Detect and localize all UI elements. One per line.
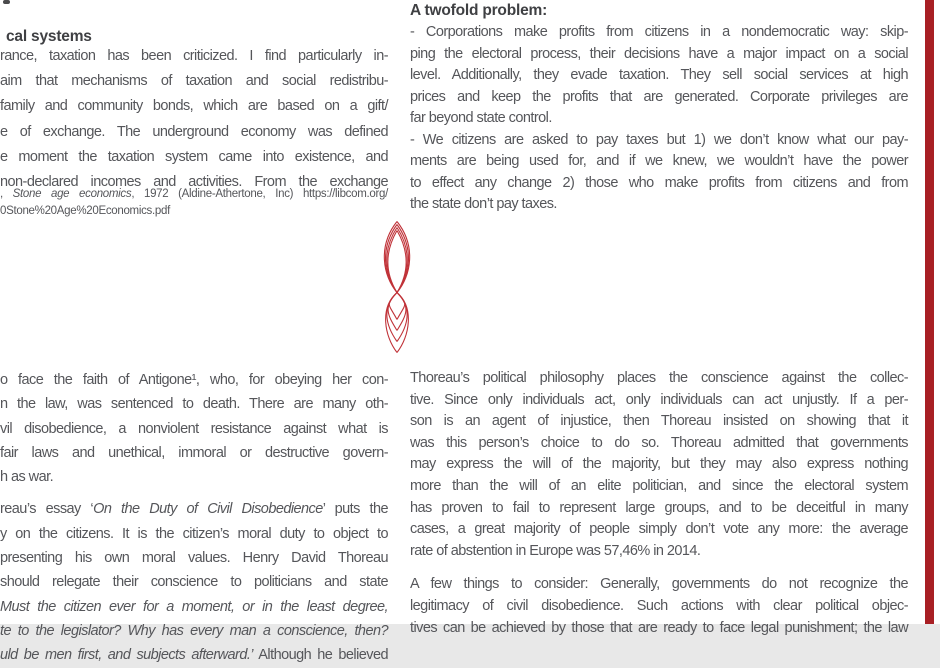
text-segment: , 1972 (Aldine-Athertone, Inc) https://libcom.org/ (131, 188, 388, 200)
text-segment: tives can be achieved by those that are ready to face legal punishment; the law (410, 619, 908, 636)
text-line (410, 173, 908, 195)
text-segment: level. Additionally, they evade taxation. They sell social services at high (410, 67, 908, 83)
text-segment: presenting his own moral values. Henry David Thoreau (0, 550, 388, 567)
text-line (410, 476, 908, 498)
text-line (410, 22, 908, 44)
italic-text-segment: uld be men first, and subjects afterward.’ (0, 647, 259, 664)
text-segment: e of exchange. The underground economy was defined (0, 123, 388, 140)
leftbottom-paragraph-2 (0, 497, 388, 667)
text-segment: son is an agent of injustice, then Thoreau insisted on showing that it (410, 413, 908, 430)
text-line (410, 87, 908, 109)
text-segment: 0Stone%20Age%20Economics.pdf (0, 205, 170, 217)
text-segment: prices and keep the profits that are generated. Corporate privileges are (410, 88, 908, 105)
text-line (410, 65, 908, 87)
clipped-text-fragment (3, 0, 10, 4)
text-segment: ’ puts the (322, 501, 388, 518)
text-line (410, 519, 908, 541)
text-line (0, 392, 388, 416)
text-line (410, 151, 908, 173)
righttop-section-heading: A twofold problem: (410, 2, 548, 19)
leftbottom-paragraph-1 (0, 368, 388, 489)
lefttop-section-heading: cal systems (6, 28, 92, 45)
text-line (0, 417, 388, 441)
text-line (410, 596, 908, 618)
text-line (0, 465, 388, 489)
text-segment: Thoreau’s political philosophy places the conscience against the collec- (410, 370, 908, 386)
text-line (0, 497, 388, 521)
text-line (0, 120, 388, 145)
text-segment: rate of abstention in Europe was 57,46% in 2014. (410, 542, 701, 559)
text-line (0, 643, 388, 667)
text-line (410, 618, 908, 640)
text-line (0, 94, 388, 119)
text-segment: cases, a great majority of people simply don’t vote any more: the average (410, 521, 908, 538)
text-line (410, 411, 908, 433)
text-segment: h as war. (0, 469, 54, 486)
rightbottom-paragraph-1 (410, 368, 908, 562)
text-line (410, 368, 908, 390)
text-line (410, 541, 908, 563)
text-line (410, 390, 908, 412)
text-line (410, 498, 908, 520)
text-segment: non-declared incomes and activities. From the exchange (0, 173, 388, 190)
text-segment: , (0, 188, 13, 200)
lefttop-paragraph (0, 44, 388, 195)
righttop-paragraph (410, 22, 908, 216)
text-segment: ping the electoral process, their decisions have a major impact on a social (410, 45, 908, 62)
text-segment: family and community bonds, which are based on a gift/ (0, 98, 388, 115)
text-segment: fair laws and unethical, immoral or destructive govern- (0, 444, 388, 461)
rightbottom-column (410, 368, 908, 639)
leftbottom-column (0, 368, 388, 668)
text-line (0, 44, 388, 69)
text-segment: has proven to fail to represent large groups, and to be deceitful in many (410, 499, 908, 516)
italic-text-segment: Stone age economics (12, 188, 132, 200)
text-segment: y on the citizens. It is the citizen’s moral duty to object to (0, 525, 388, 542)
text-line (0, 595, 388, 619)
text-segment: may express the will of the majority, but they may also express nothing (410, 456, 908, 473)
text-line (410, 454, 908, 476)
italic-text-segment: On the Duty of Civil Disobedience (93, 501, 323, 518)
text-segment: reau’s essay ‘ (0, 501, 94, 518)
text-line (410, 44, 908, 66)
footnote-citation (0, 186, 388, 220)
text-segment: - Corporations make profits from citizens in a nondemocratic way: skip- (410, 24, 908, 40)
rightbottom-paragraph-2 (410, 574, 908, 639)
text-segment: more than the will of an elite politician, and since the electoral system (410, 477, 908, 494)
text-segment: rance, taxation has been criticized. I find particularly in- (0, 48, 388, 64)
text-segment: o face the faith of Antigone¹, who, for obeying her con- (0, 372, 388, 388)
text-segment: - We citizens are asked to pay taxes but 1) we don’t know what our pay- (410, 131, 908, 148)
text-segment: A few things to consider: Generally, governments do not recognize the (410, 576, 908, 593)
text-segment: vil disobedience, a nonviolent resistance against what is (0, 420, 388, 437)
text-line (0, 69, 388, 94)
text-segment: n the law, was sentenced to death. There are many oth- (0, 396, 388, 413)
text-segment: legitimacy of civil disobedience. Such actions with clear political objec- (410, 597, 908, 614)
text-line (0, 570, 388, 594)
text-line (0, 546, 388, 570)
text-line (0, 203, 388, 220)
text-line (0, 522, 388, 546)
text-segment: the state don’t pay taxes. (410, 196, 557, 212)
text-segment: Although he believed (258, 647, 388, 664)
italic-text-segment: Must the citizen ever for a moment, or in the least degree, (0, 598, 388, 615)
text-segment: e moment the taxation system came into existence, and (0, 148, 388, 165)
text-segment: far beyond state control. (410, 110, 552, 126)
red-flourish-ornament-icon (377, 221, 417, 357)
text-segment: to effect any change 2) those who make profits from citizens and from (410, 174, 908, 191)
text-line (410, 130, 908, 152)
text-line (0, 186, 388, 203)
text-line (0, 441, 388, 465)
text-line (0, 368, 388, 392)
text-line (410, 574, 908, 596)
page-edge-red-bar (925, 0, 934, 624)
text-line (0, 145, 388, 170)
text-line (410, 194, 908, 216)
text-line (0, 619, 388, 643)
text-line (410, 433, 908, 455)
italic-text-segment: te to the legislator? Why has every man a conscience, then? (0, 622, 388, 639)
text-line (410, 108, 908, 130)
text-segment: tive. Since only individuals act, only individuals can act unjustly. If a per- (410, 391, 908, 408)
text-segment: aim that mechanisms of taxation and social redistribu- (0, 73, 388, 90)
text-segment: was this person’s choice to do so. Thoreau admitted that governments (410, 434, 908, 451)
text-segment: ments are being used for, and if we knew, we wouldn’t have the power (410, 153, 908, 169)
text-segment: should relegate their conscience to politicians and state (0, 574, 388, 591)
